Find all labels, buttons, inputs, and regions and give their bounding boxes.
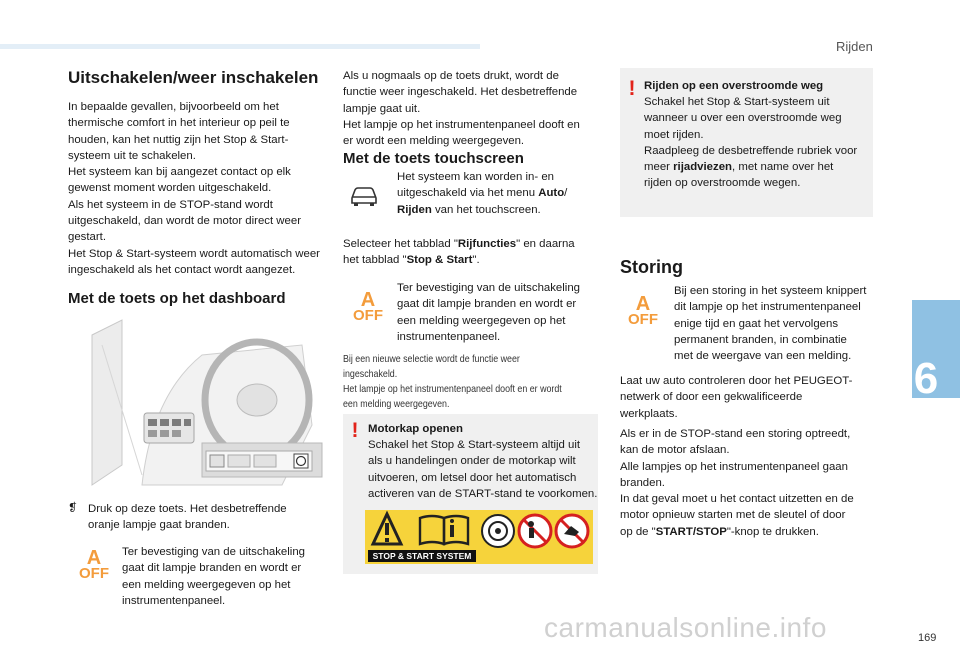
a-off-fault-icon: A OFF (628, 293, 658, 328)
a-off-warning-icon: A OFF (353, 289, 383, 324)
chapter-number: 6 (913, 354, 939, 403)
touchscreen-menu-text: Het systeem kan worden in- en uitgeschakeld via het menu Auto/ Rijden van het touchscreen. (397, 171, 568, 216)
stop-start-label-text: STOP & START SYSTEM (368, 550, 476, 562)
a-off-warning-icon: A OFF (79, 547, 109, 582)
car-icon (349, 184, 379, 206)
dealer-check-text: Laat uw auto controleren door het PEUGEOT- netwerk of door een gekwalificeerde werkplaats. (620, 375, 853, 420)
page-number: 169 (918, 632, 937, 644)
header-bar (0, 44, 480, 49)
fault-description: Bij een storing in het systeem knippert dit lampje op het instrumentenpaneel enige tijd en gaat het vervolgens permanent branden, in combinatie met de weergave van een melding. (674, 285, 867, 363)
reactivate-paragraph: Als u nogmaals op de toets drukt, wordt de functie weer ingeschakeld. Het desbetreffende lampje gaat uit. Het lampje op het instrumentenpaneel dooft en er wordt een melding weergegeven. (343, 70, 580, 148)
confirm-text-dashboard: Ter bevestiging van de uitschakeling gaat dit lampje branden en wordt er een melding weergegeven op het instrumentenpaneel. (122, 546, 305, 607)
confirm-text-touchscreen: Ter bevestiging van de uitschakeling gaat dit lampje branden en wordt er een melding weergegeven op het instrumentenpaneel. (397, 282, 580, 343)
section-title: Rijden (836, 39, 873, 54)
subheading-dashboard: Met de toets op het dashboard (68, 290, 286, 307)
bonnet-warning-title: Motorkap openen (368, 423, 463, 435)
select-tab-text: Selecteer het tabblad "Rijfuncties" en daarna het tabblad "Stop & Start". (343, 238, 575, 267)
warning-icon: ! (351, 419, 359, 442)
subheading-touchscreen: Met de toets touchscreen (343, 150, 524, 167)
stop-start-label-sticker (365, 510, 593, 564)
bullet-icon: ❡ (68, 502, 78, 514)
stop-mode-fault-text: Als er in de STOP-stand een storing optreedt, kan de motor afslaan. Alle lampjes op het instrumentenpaneel gaan branden. In dat geval moet u het contact uitzetten en de motor opnieuw starten met de sleutel of door op de "START/STOP"-knop te drukken. (620, 428, 854, 538)
press-button-instruction: Druk op deze toets. Het desbetreffende oranje lampje gaat branden. (88, 503, 287, 532)
bonnet-warning-text: Schakel het Stop & Start-systeem altijd uit als u handelingen onder de motorkap wilt uitvoeren, om letsel door het automatisch activeren van de START-stand te voorkomen. (368, 439, 598, 500)
heading-uitschakelen: Uitschakelen/weer inschakelen (68, 68, 319, 87)
reselect-note: Bij een nieuwe selectie wordt de functie weer ingeschakeld. Het lampje op het instrumentenpaneel dooft en er wordt een melding weergegeven. (343, 354, 562, 410)
warning-icon: ! (628, 77, 636, 100)
intro-paragraph: In bepaalde gevallen, bijvoorbeeld om het thermische comfort in het interieur op peil te houden, kan het nuttig zijn het Stop & Start- systeem uit te schakelen. Het systeem kan bij aangezet contact op elk gewenst moment worden uitgeschakeld. Als het systeem in de STOP-stand wordt uitgeschakeld, dan wordt de motor direct weer gestart. Het Stop & Start-systeem wordt automatisch weer ingeschakeld als het contact wordt aangezet. (68, 101, 320, 276)
flood-warning-title: Rijden op een overstroomde weg (644, 80, 824, 92)
footer-watermark: carmanualsonline.info (544, 612, 827, 643)
heading-storing: Storing (620, 257, 683, 277)
flood-warning-text: Schakel het Stop & Start-systeem uit wanneer u over een overstroomde weg moet rijden. Raadpleeg de desbetreffende rubriek voor meer rijadviezen, met name over het rijden op overstroomde wegen. (644, 96, 858, 190)
dashboard-illustration (82, 315, 326, 491)
